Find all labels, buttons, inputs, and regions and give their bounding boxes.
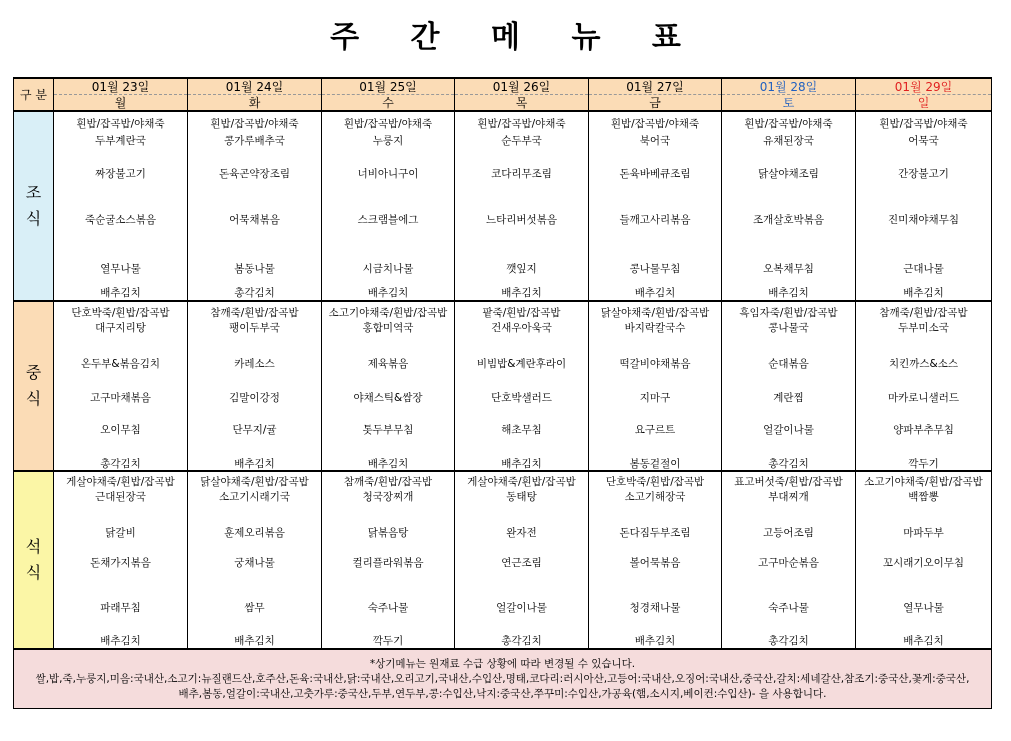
dinner-thu-cell: [455, 471, 589, 649]
menu-item: 팽이두부국: [229, 322, 280, 334]
menu-item: 마파두부: [903, 527, 944, 539]
lunch-mon-cell: [54, 301, 188, 471]
day-fri: 금: [589, 95, 722, 112]
menu-item: 배추김치: [768, 287, 809, 299]
menu-item: 볼어묵볶음: [629, 557, 681, 569]
menu-item: 컬리플라워볶음: [352, 557, 424, 569]
menu-item: 두부미소국: [898, 322, 949, 334]
menu-item: 숙주나물: [367, 602, 409, 614]
lunch-label: 중 식: [14, 301, 54, 471]
menu-item: 죽순굴소스볶음: [84, 214, 156, 226]
menu-item: 열무나물: [903, 602, 944, 614]
menu-item: 쌈무: [244, 602, 265, 614]
lunch-row: [14, 301, 992, 471]
note-row: [14, 649, 992, 709]
menu-item: 건새우아욱국: [491, 322, 552, 334]
menu-item: 순두부국: [501, 135, 542, 147]
menu-item: 닭살야채죽/흰밥/잡곡밥: [200, 476, 309, 488]
menu-item: 배추김치: [367, 287, 409, 299]
menu-item: 얼갈이나물: [763, 424, 814, 436]
menu-item: 참깨죽/흰밥/잡곡밥: [879, 307, 968, 319]
menu-item: 부대찌개: [768, 491, 809, 503]
date-sun: 01월 29일: [856, 78, 992, 95]
menu-item: 닭갈비: [105, 527, 136, 539]
menu-item: 고구마순볶음: [758, 557, 819, 569]
menu-item: 총각김치: [768, 635, 809, 647]
menu-item: 총각김치: [100, 458, 141, 470]
menu-item: 닭살야채조림: [758, 168, 819, 180]
menu-item: 돈육곤약장조림: [218, 168, 290, 180]
date-sat: 01월 28일: [722, 78, 856, 95]
menu-item: 흰밥/잡곡밥/야채죽: [210, 118, 299, 130]
menu-item: 게살야채죽/흰밥/잡곡밥: [467, 476, 576, 488]
menu-item: 닭살야채죽/흰밥/잡곡밥: [600, 307, 710, 319]
menu-item: 흰밥/잡곡밥/야채죽: [744, 118, 833, 130]
menu-item: 소고기시래기국: [218, 491, 290, 503]
date-tue: 01월 24일: [188, 78, 322, 95]
breakfast-mon-cell: [54, 111, 188, 301]
menu-item: 흰밥/잡곡밥/야채죽: [879, 118, 968, 130]
menu-item: 돈채가지볶음: [90, 557, 151, 569]
day-sun: 일: [856, 95, 992, 112]
menu-item: 스크램블에그: [357, 214, 419, 226]
menu-item: 시금치나물: [362, 263, 414, 275]
menu-item: 온두부&볶음김치: [80, 358, 161, 370]
menu-item: 북어국: [639, 135, 671, 147]
menu-item: 근대된장국: [95, 491, 146, 503]
lunch-tue-cell: [188, 301, 322, 471]
menu-item: 소고기해장국: [624, 491, 686, 503]
date-wed: 01월 25일: [322, 78, 455, 95]
menu-item: 콩나물국: [768, 322, 809, 334]
menu-item: 야채스틱&쌈장: [353, 392, 423, 404]
menu-item: 비빔밥&계란후라이: [476, 358, 567, 370]
dinner-sat-cell: [722, 471, 856, 649]
menu-item: 봄동나물: [234, 263, 275, 275]
title-char: 주: [330, 20, 360, 55]
menu-item: 깻잎지: [506, 263, 537, 275]
dinner-wed-cell: [322, 471, 455, 649]
menu-item: 배추김치: [367, 458, 409, 470]
menu-item: 누룽지: [372, 135, 404, 147]
menu-item: 오복채무침: [763, 263, 814, 275]
day-tue: 화: [188, 95, 322, 112]
menu-item: 배추김치: [634, 635, 676, 647]
menu-item: 조개살호박볶음: [752, 214, 824, 226]
menu-item: 흰밥/잡곡밥/야채죽: [76, 118, 165, 130]
day-thu: 목: [455, 95, 589, 112]
day-sat: 토: [722, 95, 856, 112]
menu-item: 흰밥/잡곡밥/야채죽: [477, 118, 566, 130]
menu-item: 배추김치: [234, 635, 275, 647]
menu-item: 요구르트: [634, 424, 676, 436]
title-char: 뉴: [571, 20, 601, 55]
menu-item: 봄동겉절이: [629, 458, 681, 470]
breakfast-tue-cell: [188, 111, 322, 301]
menu-item: 지마구: [639, 392, 671, 404]
breakfast-wed-cell: [322, 111, 455, 301]
day-wed: 수: [322, 95, 455, 112]
menu-item: 닭볶음탕: [367, 527, 409, 539]
menu-item: 치킨까스&소스: [888, 358, 959, 370]
weekly-menu-table: [13, 77, 992, 709]
breakfast-fri-cell: [589, 111, 722, 301]
menu-item: 꼬시래기오이무침: [882, 557, 965, 569]
menu-item: 진미채야채무침: [887, 214, 959, 226]
menu-item: 순대볶음: [768, 358, 809, 370]
menu-item: 배추김치: [100, 287, 141, 299]
dinner-sun-cell: [856, 471, 992, 649]
menu-item: 단호박샐러드: [491, 392, 552, 404]
menu-item: 떡갈비야채볶음: [619, 358, 691, 370]
menu-item: 열무나물: [100, 263, 141, 275]
menu-item: 느타리버섯볶음: [485, 214, 557, 226]
menu-item: 청국장찌개: [362, 491, 414, 503]
menu-item: 오이무침: [100, 424, 141, 436]
menu-item: 단무지/귤: [232, 424, 277, 436]
menu-item: 총각김치: [501, 635, 542, 647]
menu-item: 흰밥/잡곡밥/야채죽: [610, 118, 700, 130]
date-thu: 01월 26일: [455, 78, 589, 95]
menu-item: 얼갈이나물: [496, 602, 547, 614]
lunch-wed-cell: [322, 301, 455, 471]
menu-item: 배추김치: [634, 287, 676, 299]
menu-item: 김말이강정: [229, 392, 280, 404]
dinner-label: 석 식: [14, 471, 54, 649]
breakfast-thu-cell: [455, 111, 589, 301]
menu-item: 파래무침: [100, 602, 141, 614]
menu-item: 짜장불고기: [95, 168, 146, 180]
menu-item: 소고기야채죽/흰밥/잡곡밥: [328, 307, 448, 319]
title-char: 메: [491, 20, 520, 55]
menu-item: 고등어조림: [763, 527, 814, 539]
menu-item: 콩나물무침: [629, 263, 681, 275]
menu-item: 흑임자죽/흰밥/잡곡밥: [739, 307, 838, 319]
menu-item: 소고기야채죽/흰밥/잡곡밥: [864, 476, 983, 488]
menu-item: 고구마채볶음: [90, 392, 151, 404]
menu-item: 대구지리탕: [95, 322, 146, 334]
menu-item: 배추김치: [903, 635, 944, 647]
menu-item: 팥죽/흰밥/잡곡밥: [482, 307, 561, 319]
menu-item: 해초무침: [501, 424, 542, 436]
menu-item: 어묵채볶음: [229, 214, 280, 226]
menu-item: 홍합미역국: [362, 322, 414, 334]
lunch-sun-cell: [856, 301, 992, 471]
menu-item: 돈다짐두부조림: [619, 527, 691, 539]
date-mon: 01월 23일: [54, 78, 188, 95]
menu-item: 바지락칼국수: [624, 322, 686, 334]
menu-item: 완자전: [506, 527, 537, 539]
breakfast-row: [14, 111, 992, 301]
menu-item: 너비아니구이: [357, 168, 419, 180]
menu-item: 표고버섯죽/흰밥/잡곡밥: [734, 476, 843, 488]
menu-item: 간장불고기: [898, 168, 949, 180]
menu-item: 돈육바베큐조림: [619, 168, 691, 180]
menu-item: 깍두기: [908, 458, 939, 470]
menu-item: 총각김치: [768, 458, 809, 470]
menu-item: 총각김치: [234, 287, 275, 299]
lunch-thu-cell: [455, 301, 589, 471]
menu-item: 두부계란국: [95, 135, 146, 147]
dinner-fri-cell: [589, 471, 722, 649]
header-label: 구 분: [14, 78, 54, 111]
menu-item: 훈제오리볶음: [224, 527, 285, 539]
title-char: 표: [651, 20, 681, 55]
menu-item: 단호박죽/흰밥/잡곡밥: [71, 307, 170, 319]
header-day-row: [14, 95, 992, 112]
title-char: 간: [410, 20, 440, 55]
menu-item: 깍두기: [372, 635, 404, 647]
menu-item: 코다리무조림: [491, 168, 552, 180]
menu-item: 카레소스: [234, 358, 275, 370]
day-mon: 월: [54, 95, 188, 112]
dinner-row: [14, 471, 992, 649]
menu-item: 단호박죽/흰밥/잡곡밥: [605, 476, 705, 488]
menu-item: 게살야채죽/흰밥/잡곡밥: [66, 476, 175, 488]
menu-item: 배추김치: [501, 458, 542, 470]
menu-item: 톳두부무침: [362, 424, 414, 436]
menu-item: 참깨죽/흰밥/잡곡밥: [343, 476, 433, 488]
menu-item: 배추김치: [903, 287, 944, 299]
menu-item: 계란찜: [773, 392, 804, 404]
menu-item: 백짬뽕: [908, 491, 939, 503]
menu-item: 청경채나물: [629, 602, 681, 614]
note-line-3: 배추,봄동,얼갈이:국내산,고춧가루:중국산,두부,연두부,콩:수입산,낙지:중국산,쭈꾸미:수입산,가공육(햄,소시지,베이컨:수입산)- 을 사용합니다.: [178, 687, 827, 700]
dinner-tue-cell: [188, 471, 322, 649]
lunch-fri-cell: [589, 301, 722, 471]
menu-item: 들깨고사리볶음: [619, 214, 691, 226]
page-title: [0, 12, 1011, 56]
menu-item: 연근조림: [501, 557, 542, 569]
menu-item: 참깨죽/흰밥/잡곡밥: [210, 307, 299, 319]
header-date-row: [14, 78, 992, 95]
menu-item: 동태탕: [506, 491, 537, 503]
note-line-1: *상기메뉴는 원재료 수급 상황에 따라 변경될 수 있습니다.: [369, 657, 636, 670]
menu-item: 제육볶음: [367, 358, 409, 370]
lunch-sat-cell: [722, 301, 856, 471]
breakfast-sat-cell: [722, 111, 856, 301]
menu-item: 어묵국: [908, 135, 939, 147]
date-fri: 01월 27일: [589, 78, 722, 95]
menu-item: 마카로니샐러드: [887, 392, 959, 404]
menu-item: 콩가루배추국: [224, 135, 285, 147]
note-line-2: 쌀,밥,죽,누룽지,미음:국내산,소고기:뉴질랜드산,호주산,돈육:국내산,닭:국내산,오리고기,국내산,수입산,명태,코다리:러시아산,고등어:국내산,오징어:국내산,중국산,갈치:세네갈산,참조기:중국산,꽃게:중국산,: [35, 672, 970, 685]
breakfast-sun-cell: [856, 111, 992, 301]
menu-item: 유채된장국: [763, 135, 814, 147]
menu-item: 숙주나물: [768, 602, 809, 614]
dinner-mon-cell: [54, 471, 188, 649]
menu-item: 궁채나물: [234, 557, 275, 569]
menu-item: 배추김치: [100, 635, 141, 647]
menu-item: 근대나물: [903, 263, 944, 275]
menu-item: 배추김치: [234, 458, 275, 470]
menu-item: 흰밥/잡곡밥/야채죽: [343, 118, 433, 130]
menu-item: 배추김치: [501, 287, 542, 299]
note-cell: [14, 649, 992, 709]
breakfast-label: 조 식: [14, 111, 54, 301]
menu-item: 양파부추무침: [893, 424, 954, 436]
